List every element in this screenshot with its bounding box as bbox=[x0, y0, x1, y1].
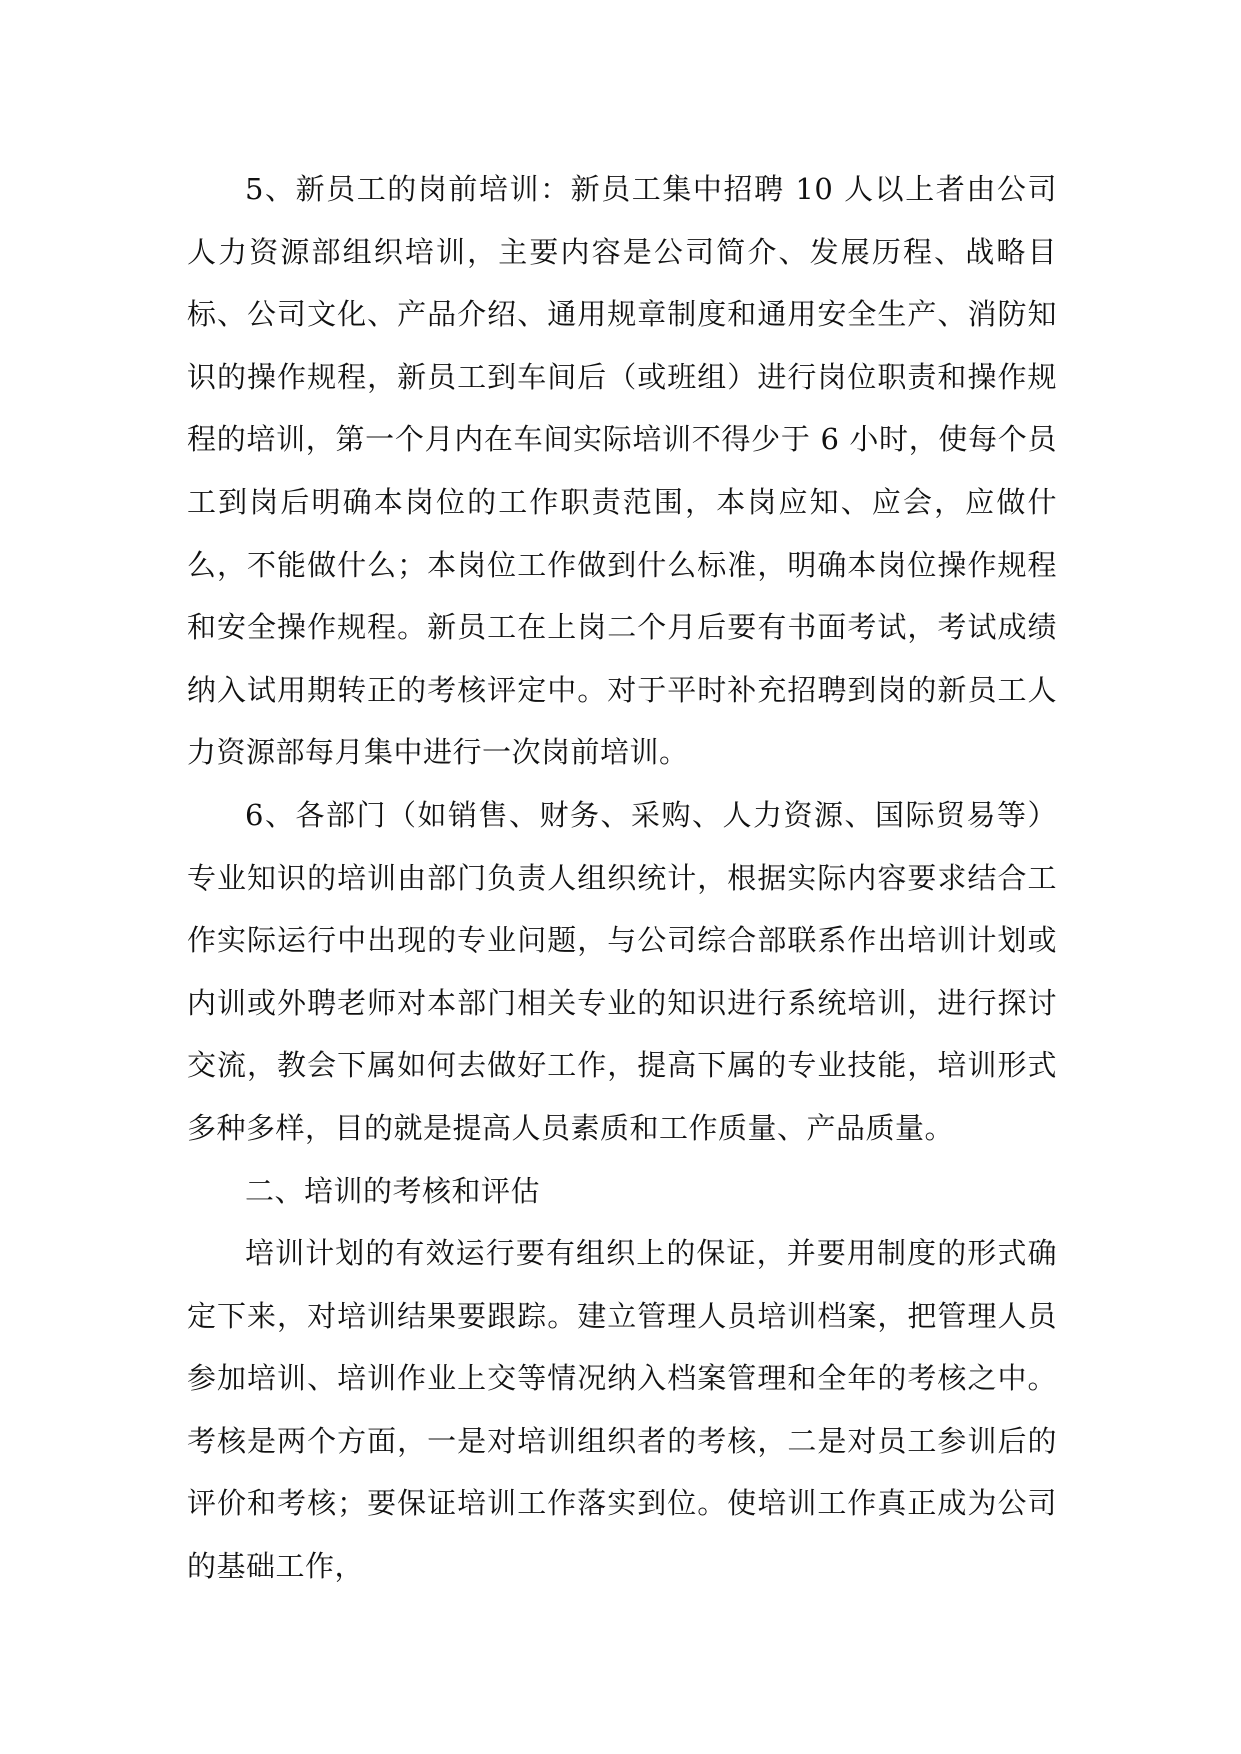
section-paragraph: 培训计划的有效运行要有组织上的保证，并要用制度的形式确定下来，对培训结果要跟踪。建立管理人员培训档案，把管理人员参加培训、培训作业上交等情况纳入档案管理和全年的考核之中。考核是两个方面，一是对培训组织者的考核，二是对员工参训后的评价和考核；要保证培训工作落实到位。使培训工作真正成为公司的基础工作， bbox=[187, 1236, 1057, 1584]
document-body bbox=[187, 158, 1057, 1598]
paragraph-item-5: 5、新员工的岗前培训：新员工集中招聘 10 人以上者由公司人力资源部组织培训，主要内容是公司简介、发展历程、战略目标、公司文化、产品介绍、通用规章制度和通用安全生产、消防知识的操作规程，新员工到车间后（或班组）进行岗位职责和操作规程的培训，第一个月内在车间实际培训不得少于 6 小时，使每个员工到岗后明确本岗位的工作职责范围，本岗应知、应会，应做什么，不能做什么；本岗位工作做到什么标准，明确本岗位操作规程和安全操作规程。新员工在上岗二个月后要有书面考试，考试成绩纳入试用期转正的考核评定中。对于平时补充招聘到岗的新员工人力资源部每月集中进行一次岗前培训。 bbox=[187, 172, 1057, 770]
paragraph-item-6: 6、各部门（如销售、财务、采购、人力资源、国际贸易等）专业知识的培训由部门负责人组织统计，根据实际内容要求结合工作实际运行中出现的专业问题，与公司综合部联系作出培训计划或内训或外聘老师对本部门相关专业的知识进行系统培训，进行探讨交流，教会下属如何去做好工作，提高下属的专业技能，培训形式多种多样，目的就是提高人员素质和工作质量、产品质量。 bbox=[187, 797, 1057, 1145]
section-heading: 二、培训的考核和评估 bbox=[245, 1173, 541, 1208]
